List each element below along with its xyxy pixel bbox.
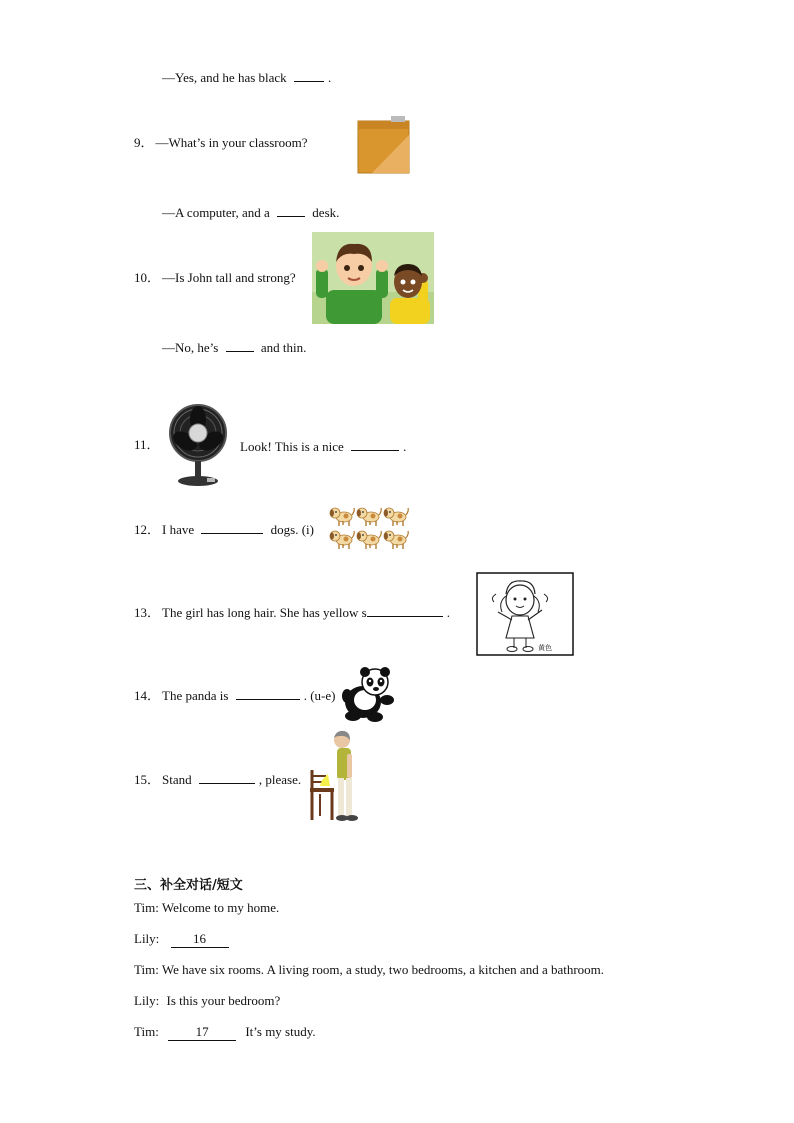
q8-blank[interactable] — [294, 68, 324, 82]
dialog-speaker: Tim: — [134, 962, 159, 977]
dialog-text: Welcome to my home. — [161, 900, 280, 915]
q14-number: 14． — [134, 688, 161, 703]
q11-number: 11． — [134, 437, 160, 452]
q10-answer-text-a: —No, he’s — [162, 340, 219, 355]
q12-line — [134, 520, 314, 538]
q10-answer-line — [162, 338, 306, 356]
dialog-text: We have six rooms. A living room, a study, two bedrooms, a kitchen and a bathroom. — [161, 962, 605, 977]
q10-question-line — [134, 270, 296, 286]
q13-blank[interactable] — [367, 603, 443, 617]
q11-blank[interactable] — [351, 437, 399, 451]
q9-answer-text-a: —A computer, and a — [162, 205, 270, 220]
dialog-line-3 — [134, 962, 604, 978]
dialog-speaker: Tim: — [134, 900, 159, 915]
dog-figure — [384, 508, 408, 526]
q14-line — [134, 686, 335, 704]
q12-number: 12． — [134, 522, 161, 537]
q10-answer-text-b: and thin. — [260, 340, 307, 355]
electric-fan-icon — [167, 403, 229, 487]
dialog-speaker: Lily: — [134, 931, 160, 946]
q15-text-a: Stand — [162, 772, 192, 787]
q8-answer-line: —Yes, and he has black . — [162, 70, 332, 85]
dialog-speaker: Lily: — [134, 993, 160, 1008]
dialog-line-2 — [134, 931, 229, 948]
q15-line — [134, 770, 301, 788]
q14-text-a: The panda is — [162, 688, 229, 703]
section-title: 三、补全对话/短文 — [134, 878, 243, 893]
dialog-speaker: Tim: — [134, 1024, 159, 1039]
dog-figure — [330, 508, 354, 526]
q15-blank[interactable] — [199, 770, 255, 784]
dialog-blank-16[interactable]: 16 — [171, 931, 229, 948]
dog-figure — [330, 531, 354, 549]
q14-blank[interactable] — [236, 686, 300, 700]
q10-number: 10． — [134, 270, 161, 285]
q13-line: 13． The girl has long hair. She has yellow s . — [134, 605, 450, 620]
q11-number-line — [134, 437, 162, 453]
dialog-line-5 — [134, 1024, 316, 1041]
q9-question-text: —What’s in your classroom? — [155, 135, 308, 150]
dog-figure — [357, 508, 381, 526]
q14-text-b: . (u-e) — [303, 688, 336, 703]
dog-figure — [357, 531, 381, 549]
dialog-text: Is this your bedroom? — [166, 993, 281, 1008]
panda-icon — [341, 666, 395, 722]
girl-sketch-icon — [476, 572, 574, 656]
q9-answer-text-b: desk. — [312, 205, 340, 220]
q13-number: 13． — [134, 605, 161, 620]
dialog-blank-17[interactable]: 17 — [168, 1024, 236, 1041]
q12-blank[interactable] — [201, 520, 263, 534]
dialog-text: It’s my study. — [245, 1024, 316, 1039]
q12-text-a: I have — [162, 522, 195, 537]
q13-text: The girl has long hair. She has yellow s — [162, 605, 367, 620]
dog-figure — [384, 531, 408, 549]
girl-sketch-label: 黄色 — [538, 644, 552, 652]
dialog-line-4 — [134, 993, 280, 1009]
q9-blank[interactable] — [277, 203, 305, 217]
two-boys-icon — [312, 232, 434, 324]
q11-text-line: Look! This is a nice . — [240, 439, 407, 454]
q11-text: Look! This is a nice — [240, 439, 344, 454]
man-and-chair-icon — [306, 728, 364, 824]
q9-answer-line — [162, 203, 339, 221]
q8-answer-text: —Yes, and he has black — [162, 70, 287, 85]
q10-question-text: —Is John tall and strong? — [162, 270, 296, 285]
q15-text-b: , please. — [258, 772, 302, 787]
dogs-icon — [329, 505, 411, 551]
q9-question-line — [134, 135, 308, 151]
dialog-line-1 — [134, 900, 279, 916]
q9-number: 9． — [134, 135, 154, 150]
orange-box-icon — [357, 115, 411, 175]
q15-number: 15． — [134, 772, 161, 787]
q10-blank[interactable] — [226, 338, 254, 352]
q12-text-b: dogs. (i) — [270, 522, 314, 537]
